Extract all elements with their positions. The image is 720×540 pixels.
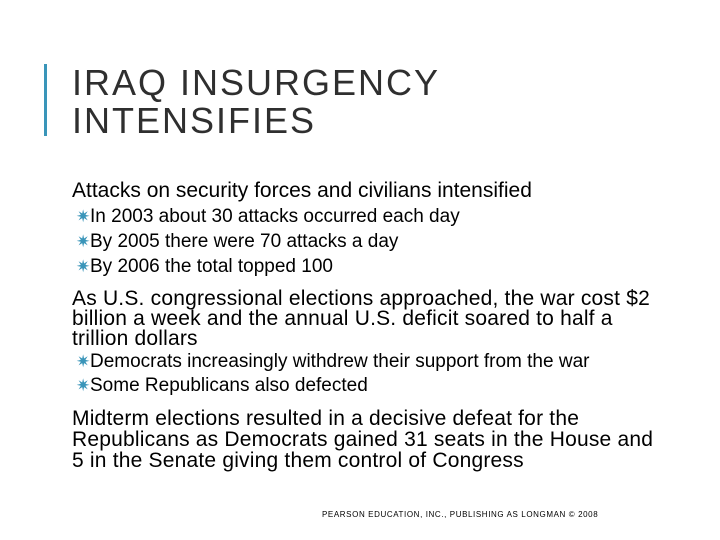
slide-title-line-1: IRAQ INSURGENCY	[72, 62, 441, 103]
copyright-footer: PEARSON EDUCATION, INC., PUBLISHING AS LONGMAN © 2008	[322, 510, 599, 519]
sub-bullet-1-1	[72, 207, 662, 227]
asterisk-bullet-icon: ✷	[76, 232, 91, 251]
asterisk-bullet-icon: ✷	[76, 352, 91, 371]
bullet-2: As U.S. congressional elections approached, the war cost $2 billion a week and the annual U.S. deficit soared to half a trillion dollars	[72, 287, 650, 350]
sub-bullet-text: By 2005 there were 70 attacks a day	[90, 231, 399, 252]
bullet-3: Midterm elections resulted in a decisive defeat for the Republicans as Democrats gained 31 seats in the House and 5 in the Senate giving them control of Congress	[72, 407, 654, 472]
sub-bullet-2-1	[72, 353, 662, 370]
sub-bullet-text: Some Republicans also defected	[90, 375, 368, 396]
sub-bullet-text: Democrats increasingly withdrew their support from the war	[90, 351, 590, 372]
asterisk-bullet-icon: ✷	[76, 207, 91, 226]
bullet-1: Attacks on security forces and civilians intensified	[72, 179, 532, 202]
slide-title	[72, 64, 440, 140]
asterisk-bullet-icon: ✷	[76, 257, 91, 276]
sub-bullet-text: By 2006 the total topped 100	[90, 256, 333, 277]
sub-bullet-1-3	[72, 257, 662, 277]
slide-title-line-2: INTENSIFIES	[72, 100, 317, 141]
sub-bullet-2-2	[72, 376, 662, 396]
title-accent-bar	[44, 64, 47, 136]
sub-bullet-1-2	[72, 232, 662, 252]
sub-bullet-text: In 2003 about 30 attacks occurred each day	[90, 206, 460, 227]
slide-content	[72, 180, 662, 471]
asterisk-bullet-icon: ✷	[76, 376, 91, 395]
